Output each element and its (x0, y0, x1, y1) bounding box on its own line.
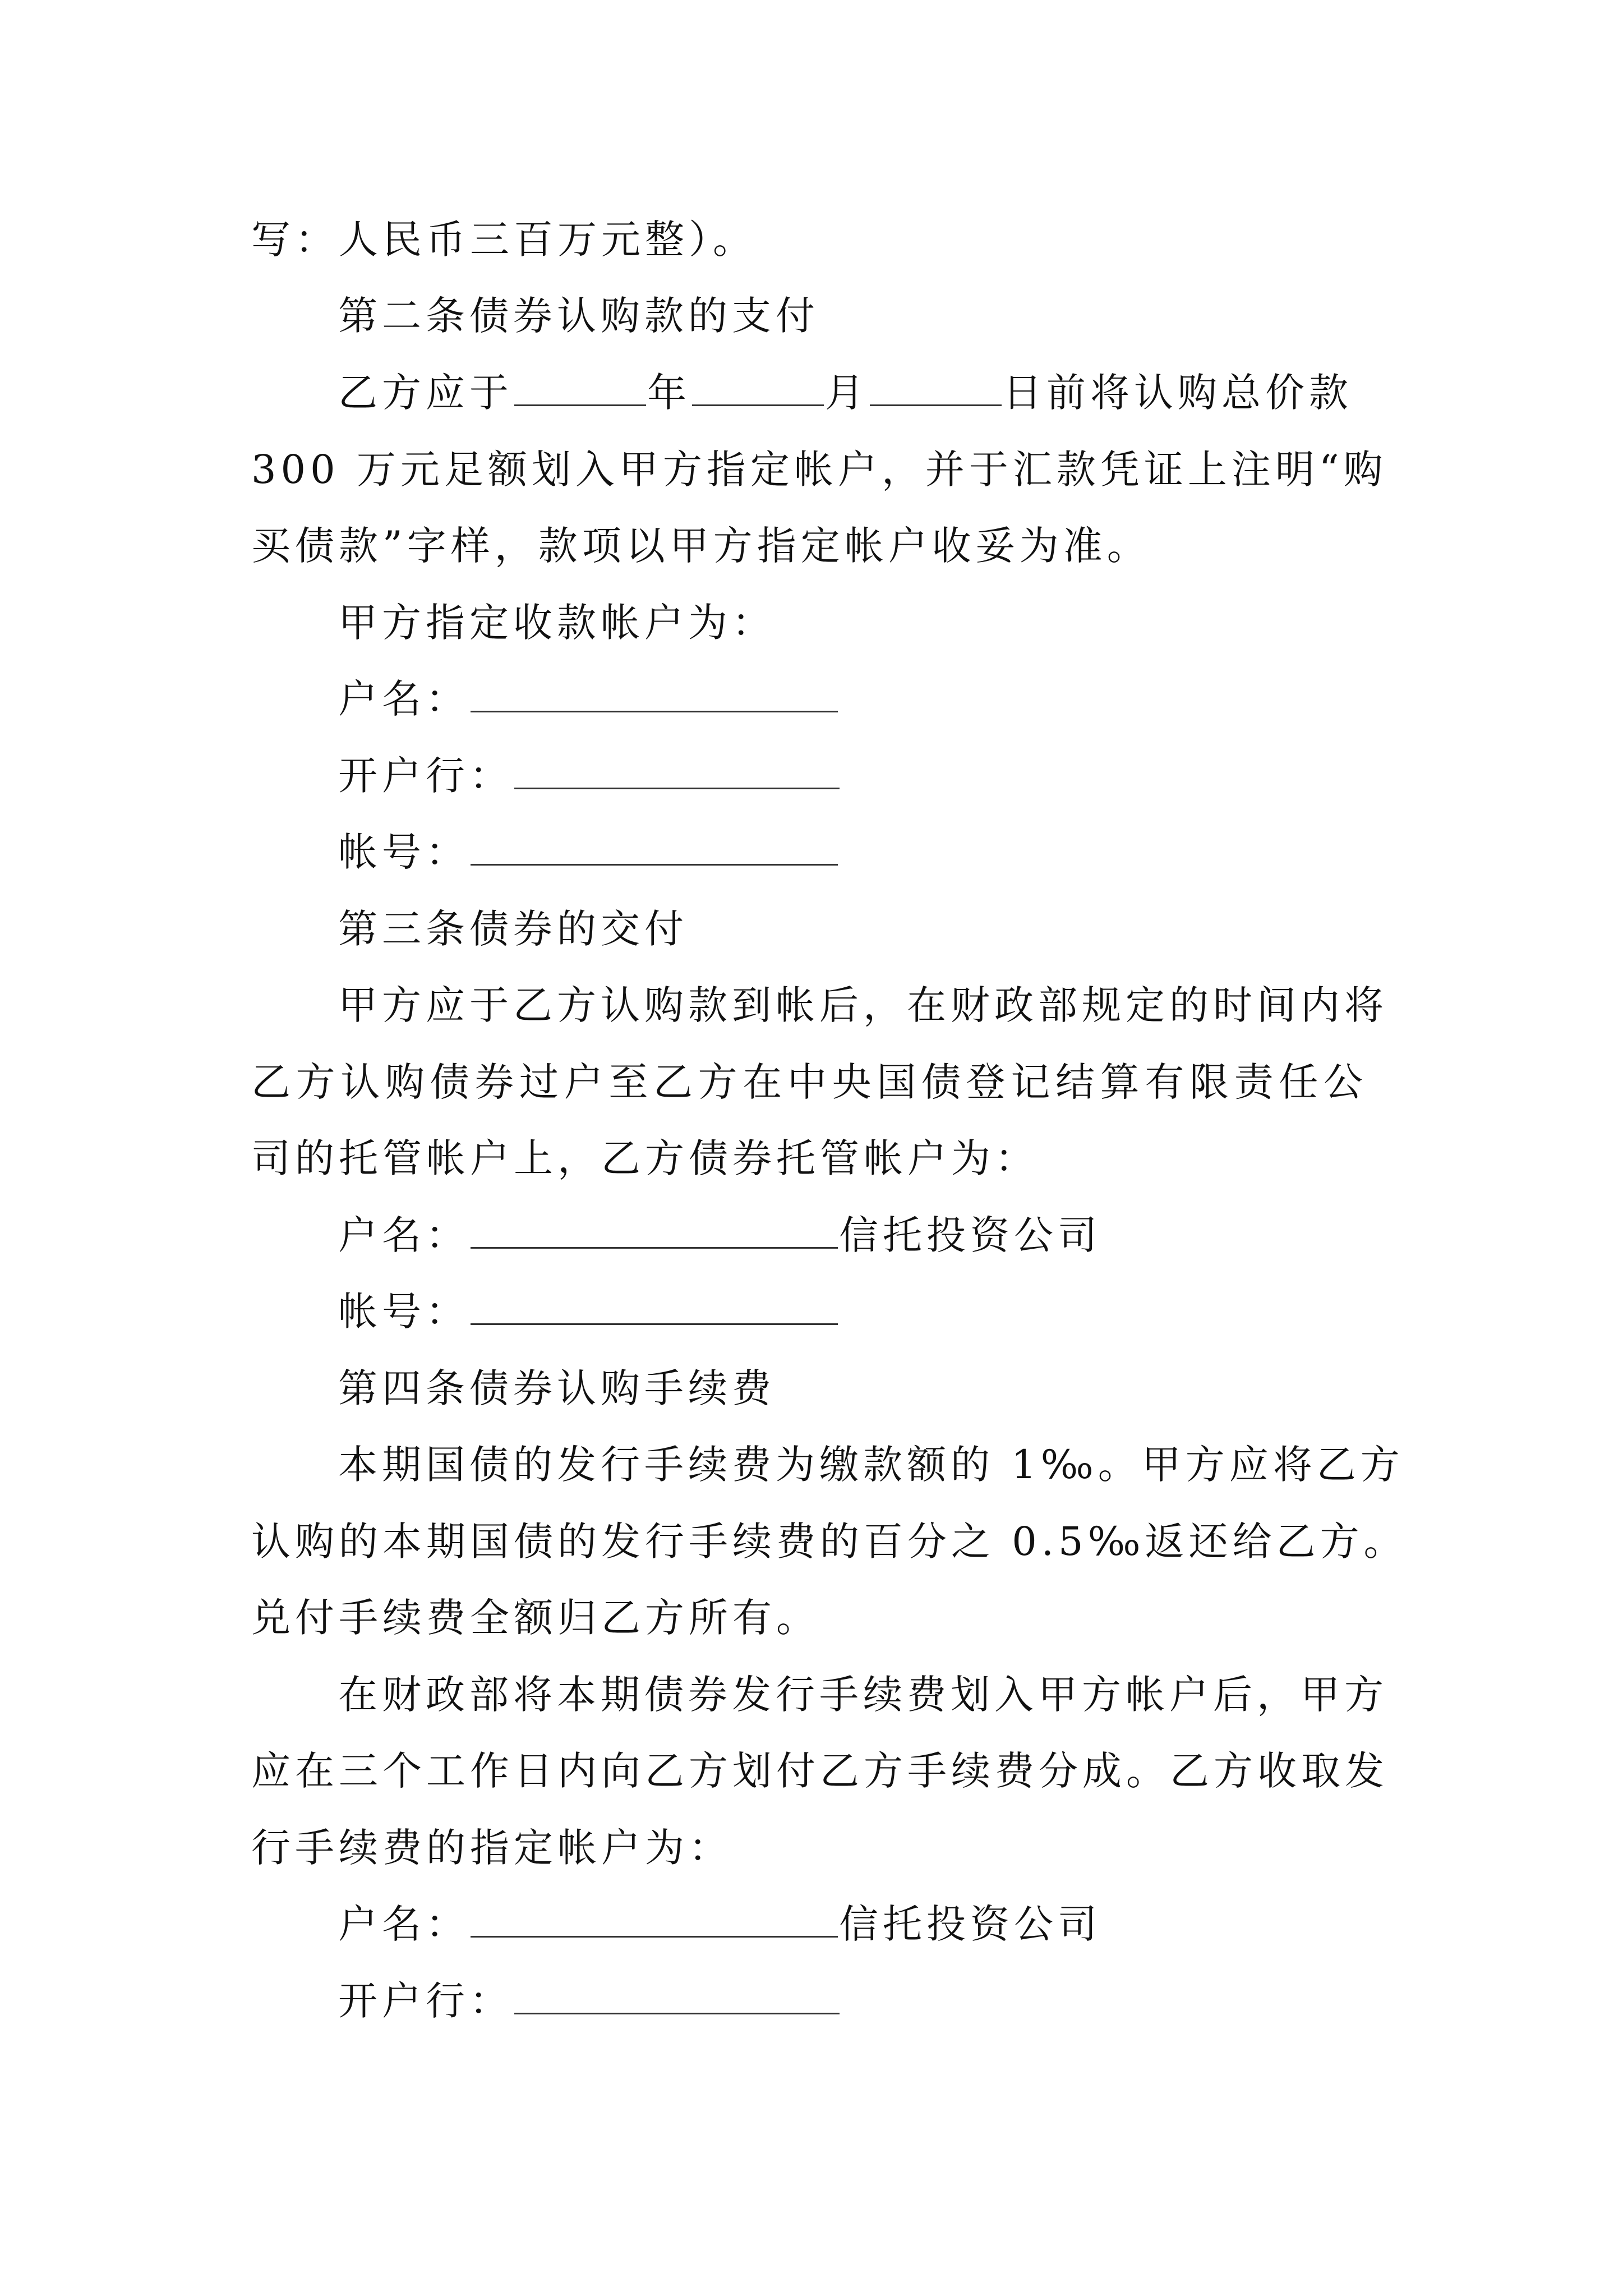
form-line-account-name (338, 1210, 1101, 1260)
line-text: 日前将认购总价款 (1003, 370, 1353, 416)
field-label: 帐号： (338, 1289, 469, 1335)
fill-blank-day (870, 370, 1002, 406)
line-text: 第三条债券的交付 (338, 906, 688, 952)
line-text: 买债款”字样，款项以甲方指定帐户收妥为准。 (251, 523, 1151, 569)
fill-blank-bank (514, 753, 840, 789)
line-text: 甲方应于乙方认购款到帐后，在财政部规定的时间内将 (338, 982, 1388, 1028)
text-line (251, 214, 757, 265)
fill-blank-account-name (471, 1901, 838, 1938)
text-line (251, 1057, 1367, 1107)
line-text: 年 (647, 370, 691, 416)
fill-blank-account-name (471, 676, 838, 712)
text-line (338, 1439, 1404, 1490)
field-label: 户名： (338, 1212, 469, 1258)
line-text: 乙方认购债券过户至乙方在中央国债登记结算有限责任公 (251, 1059, 1367, 1105)
text-line (251, 1593, 820, 1643)
form-line-account-number (338, 1286, 839, 1337)
field-suffix: 信托投资公司 (839, 1212, 1101, 1258)
text-line (338, 1669, 1388, 1720)
field-label: 帐号： (338, 829, 469, 875)
field-label: 开户行： (338, 753, 513, 799)
fill-blank-month (692, 370, 824, 406)
text-line (251, 1516, 1408, 1567)
form-line-account-name (338, 1899, 1101, 1949)
line-text: 第四条债券认购手续费 (338, 1365, 776, 1411)
section-heading (338, 904, 688, 954)
form-line-account-number (338, 827, 839, 877)
line-text: 认购的本期国债的发行手续费的百分之 0.5‰返还给乙方。 (251, 1519, 1408, 1565)
text-line (251, 521, 1151, 571)
fill-blank-account-number (471, 829, 838, 866)
fill-blank-account-number (471, 1289, 838, 1325)
fill-blank-bank (514, 1978, 840, 2014)
text-line (251, 444, 1387, 495)
text-line (251, 1133, 1039, 1184)
form-line-bank (338, 1976, 841, 2026)
field-label: 户名： (338, 676, 469, 722)
text-line (338, 980, 1388, 1030)
line-text: 300 万元足额划入甲方指定帐户，并于汇款凭证上注明“购 (251, 447, 1387, 493)
line-text: 月 (825, 370, 869, 416)
line-text: 甲方指定收款帐户为： (338, 600, 776, 646)
line-text: 在财政部将本期债券发行手续费划入甲方帐户后，甲方 (338, 1672, 1388, 1718)
line-text: 兑付手续费全额归乙方所有。 (251, 1595, 820, 1641)
fill-blank-year (514, 370, 646, 406)
line-text: 第二条债券认购款的支付 (338, 293, 819, 339)
line-text: 应在三个工作日内向乙方划付乙方手续费分成。乙方收取发 (251, 1748, 1389, 1794)
field-label: 开户行： (338, 1978, 513, 2024)
line-text: 本期国债的发行手续费为缴款额的 1‰。甲方应将乙方 (338, 1442, 1404, 1488)
form-line-bank (338, 751, 841, 801)
text-line (338, 367, 1353, 418)
line-text: 乙方应于 (338, 370, 513, 416)
text-line (251, 1823, 732, 1873)
text-line (251, 1746, 1389, 1796)
section-heading (338, 291, 819, 341)
text-line (338, 597, 776, 648)
section-heading (338, 1363, 776, 1414)
field-label: 户名： (338, 1901, 469, 1947)
form-line-account-name (338, 674, 839, 724)
line-text: 写：人民币三百万元整）。 (251, 217, 757, 263)
fill-blank-account-name (471, 1212, 838, 1249)
line-text: 行手续费的指定帐户为： (251, 1825, 732, 1871)
field-suffix: 信托投资公司 (839, 1901, 1101, 1947)
line-text: 司的托管帐户上，乙方债券托管帐户为： (251, 1135, 1039, 1181)
